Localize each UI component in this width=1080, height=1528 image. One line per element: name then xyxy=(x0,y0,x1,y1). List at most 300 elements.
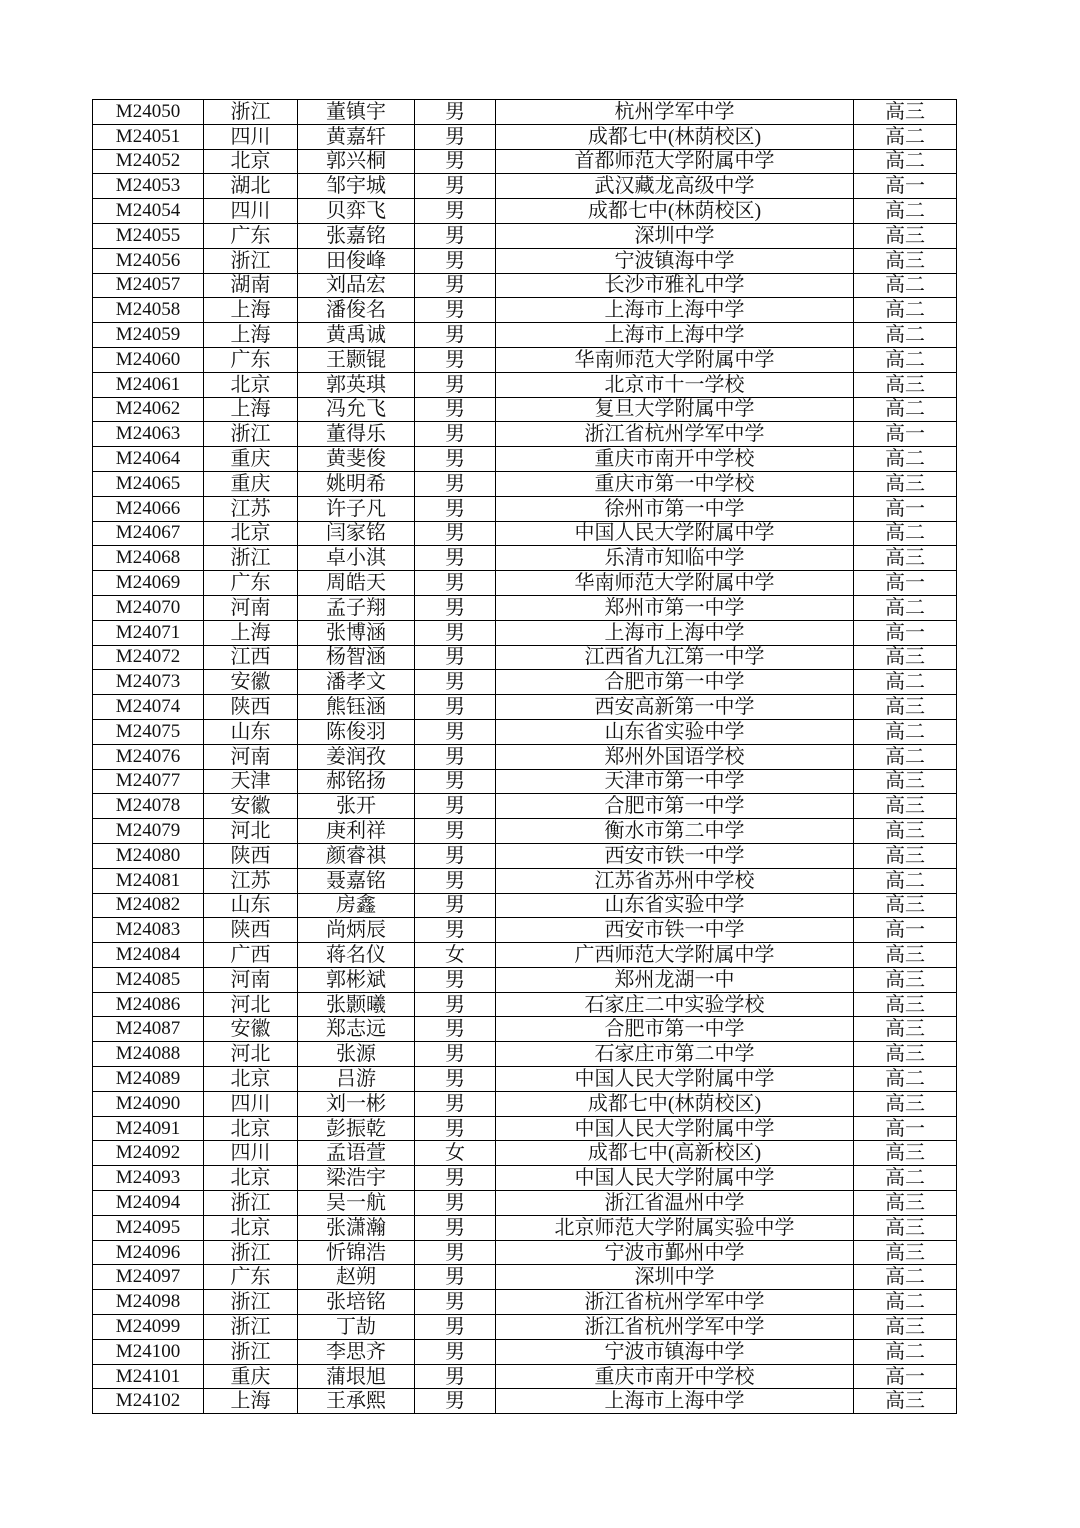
gender-cell: 男 xyxy=(415,1240,496,1265)
name-cell: 潘俊名 xyxy=(298,298,415,323)
id-cell: M24079 xyxy=(93,819,204,844)
id-cell: M24101 xyxy=(93,1364,204,1389)
id-cell: M24085 xyxy=(93,967,204,992)
table-row xyxy=(93,571,957,596)
province-cell: 浙江 xyxy=(204,546,298,571)
gender-cell: 男 xyxy=(415,670,496,695)
grade-cell: 高一 xyxy=(854,1364,957,1389)
name-cell: 郝铭扬 xyxy=(298,769,415,794)
gender-cell: 男 xyxy=(415,595,496,620)
grade-cell: 高一 xyxy=(854,620,957,645)
grade-cell: 高三 xyxy=(854,1017,957,1042)
gender-cell: 男 xyxy=(415,1364,496,1389)
province-cell: 浙江 xyxy=(204,422,298,447)
province-cell: 广东 xyxy=(204,571,298,596)
name-cell: 冯允飞 xyxy=(298,397,415,422)
table-row xyxy=(93,1240,957,1265)
name-cell: 张潇瀚 xyxy=(298,1215,415,1240)
province-cell: 重庆 xyxy=(204,447,298,472)
name-cell: 董得乐 xyxy=(298,422,415,447)
id-cell: M24056 xyxy=(93,248,204,273)
grade-cell: 高二 xyxy=(854,447,957,472)
name-cell: 陈俊羽 xyxy=(298,719,415,744)
table-row xyxy=(93,546,957,571)
grade-cell: 高二 xyxy=(854,1339,957,1364)
school-cell: 重庆市南开中学校 xyxy=(496,447,854,472)
school-cell: 中国人民大学附属中学 xyxy=(496,1116,854,1141)
school-cell: 重庆市第一中学校 xyxy=(496,471,854,496)
id-cell: M24059 xyxy=(93,323,204,348)
table-row xyxy=(93,1116,957,1141)
school-cell: 长沙市雅礼中学 xyxy=(496,273,854,298)
table-row xyxy=(93,620,957,645)
grade-cell: 高二 xyxy=(854,397,957,422)
name-cell: 熊钰涵 xyxy=(298,695,415,720)
table-row xyxy=(93,1141,957,1166)
id-cell: M24089 xyxy=(93,1067,204,1092)
id-cell: M24063 xyxy=(93,422,204,447)
province-cell: 山东 xyxy=(204,893,298,918)
province-cell: 浙江 xyxy=(204,248,298,273)
id-cell: M24050 xyxy=(93,100,204,125)
table-row xyxy=(93,1339,957,1364)
id-cell: M24072 xyxy=(93,645,204,670)
gender-cell: 男 xyxy=(415,794,496,819)
name-cell: 郭彬斌 xyxy=(298,967,415,992)
school-cell: 江苏省苏州中学校 xyxy=(496,868,854,893)
table-row xyxy=(93,124,957,149)
province-cell: 广西 xyxy=(204,943,298,968)
id-cell: M24055 xyxy=(93,223,204,248)
gender-cell: 男 xyxy=(415,744,496,769)
province-cell: 河北 xyxy=(204,819,298,844)
gender-cell: 男 xyxy=(415,571,496,596)
table-row xyxy=(93,397,957,422)
school-cell: 衡水市第二中学 xyxy=(496,819,854,844)
name-cell: 忻锦浩 xyxy=(298,1240,415,1265)
school-cell: 北京师范大学附属实验中学 xyxy=(496,1215,854,1240)
gender-cell: 男 xyxy=(415,620,496,645)
id-cell: M24074 xyxy=(93,695,204,720)
school-cell: 西安高新第一中学 xyxy=(496,695,854,720)
id-cell: M24062 xyxy=(93,397,204,422)
table-row xyxy=(93,1067,957,1092)
name-cell: 黄嘉轩 xyxy=(298,124,415,149)
name-cell: 蒲垠旭 xyxy=(298,1364,415,1389)
grade-cell: 高二 xyxy=(854,323,957,348)
gender-cell: 男 xyxy=(415,868,496,893)
province-cell: 北京 xyxy=(204,149,298,174)
roster-body xyxy=(93,100,957,1414)
table-row xyxy=(93,298,957,323)
name-cell: 杨智涵 xyxy=(298,645,415,670)
id-cell: M24071 xyxy=(93,620,204,645)
id-cell: M24066 xyxy=(93,496,204,521)
province-cell: 上海 xyxy=(204,1389,298,1414)
name-cell: 聂嘉铭 xyxy=(298,868,415,893)
province-cell: 上海 xyxy=(204,298,298,323)
gender-cell: 男 xyxy=(415,1166,496,1191)
name-cell: 贝弈飞 xyxy=(298,199,415,224)
name-cell: 丁劼 xyxy=(298,1315,415,1340)
table-row xyxy=(93,100,957,125)
gender-cell: 男 xyxy=(415,521,496,546)
id-cell: M24058 xyxy=(93,298,204,323)
id-cell: M24054 xyxy=(93,199,204,224)
gender-cell: 男 xyxy=(415,843,496,868)
grade-cell: 高一 xyxy=(854,496,957,521)
name-cell: 李思齐 xyxy=(298,1339,415,1364)
province-cell: 浙江 xyxy=(204,1315,298,1340)
province-cell: 浙江 xyxy=(204,1290,298,1315)
school-cell: 合肥市第一中学 xyxy=(496,1017,854,1042)
school-cell: 北京市十一学校 xyxy=(496,372,854,397)
school-cell: 武汉藏龙高级中学 xyxy=(496,174,854,199)
gender-cell: 男 xyxy=(415,447,496,472)
name-cell: 庚利祥 xyxy=(298,819,415,844)
gender-cell: 男 xyxy=(415,1265,496,1290)
table-row xyxy=(93,744,957,769)
table-row xyxy=(93,794,957,819)
grade-cell: 高三 xyxy=(854,943,957,968)
name-cell: 黄斐俊 xyxy=(298,447,415,472)
table-row xyxy=(93,769,957,794)
grade-cell: 高三 xyxy=(854,843,957,868)
province-cell: 安徽 xyxy=(204,794,298,819)
id-cell: M24073 xyxy=(93,670,204,695)
grade-cell: 高二 xyxy=(854,347,957,372)
gender-cell: 男 xyxy=(415,199,496,224)
grade-cell: 高三 xyxy=(854,1091,957,1116)
grade-cell: 高二 xyxy=(854,149,957,174)
school-cell: 山东省实验中学 xyxy=(496,893,854,918)
gender-cell: 男 xyxy=(415,992,496,1017)
grade-cell: 高三 xyxy=(854,546,957,571)
name-cell: 张颢曦 xyxy=(298,992,415,1017)
id-cell: M24078 xyxy=(93,794,204,819)
table-row xyxy=(93,521,957,546)
id-cell: M24053 xyxy=(93,174,204,199)
grade-cell: 高三 xyxy=(854,1389,957,1414)
table-row xyxy=(93,992,957,1017)
table-row xyxy=(93,670,957,695)
province-cell: 湖南 xyxy=(204,273,298,298)
table-row xyxy=(93,223,957,248)
gender-cell: 男 xyxy=(415,372,496,397)
grade-cell: 高二 xyxy=(854,719,957,744)
table-row xyxy=(93,1017,957,1042)
grade-cell: 高二 xyxy=(854,521,957,546)
province-cell: 陕西 xyxy=(204,695,298,720)
name-cell: 吴一航 xyxy=(298,1191,415,1216)
school-cell: 宁波市镇海中学 xyxy=(496,1339,854,1364)
school-cell: 中国人民大学附属中学 xyxy=(496,1166,854,1191)
province-cell: 四川 xyxy=(204,199,298,224)
id-cell: M24057 xyxy=(93,273,204,298)
grade-cell: 高三 xyxy=(854,992,957,1017)
province-cell: 湖北 xyxy=(204,174,298,199)
school-cell: 杭州学军中学 xyxy=(496,100,854,125)
table-row xyxy=(93,967,957,992)
id-cell: M24064 xyxy=(93,447,204,472)
table-row xyxy=(93,595,957,620)
id-cell: M24052 xyxy=(93,149,204,174)
province-cell: 上海 xyxy=(204,323,298,348)
grade-cell: 高二 xyxy=(854,298,957,323)
school-cell: 西安市铁一中学 xyxy=(496,918,854,943)
school-cell: 深圳中学 xyxy=(496,1265,854,1290)
id-cell: M24088 xyxy=(93,1042,204,1067)
gender-cell: 男 xyxy=(415,422,496,447)
id-cell: M24077 xyxy=(93,769,204,794)
grade-cell: 高一 xyxy=(854,571,957,596)
province-cell: 安徽 xyxy=(204,1017,298,1042)
gender-cell: 男 xyxy=(415,100,496,125)
name-cell: 刘品宏 xyxy=(298,273,415,298)
province-cell: 北京 xyxy=(204,521,298,546)
name-cell: 张博涵 xyxy=(298,620,415,645)
grade-cell: 高三 xyxy=(854,769,957,794)
gender-cell: 男 xyxy=(415,1315,496,1340)
province-cell: 天津 xyxy=(204,769,298,794)
gender-cell: 男 xyxy=(415,397,496,422)
table-row xyxy=(93,1215,957,1240)
province-cell: 河南 xyxy=(204,595,298,620)
name-cell: 姜润孜 xyxy=(298,744,415,769)
name-cell: 张培铭 xyxy=(298,1290,415,1315)
name-cell: 梁浩宇 xyxy=(298,1166,415,1191)
id-cell: M24070 xyxy=(93,595,204,620)
name-cell: 闫家铭 xyxy=(298,521,415,546)
table-row xyxy=(93,819,957,844)
name-cell: 张嘉铭 xyxy=(298,223,415,248)
school-cell: 石家庄市第二中学 xyxy=(496,1042,854,1067)
province-cell: 重庆 xyxy=(204,1364,298,1389)
school-cell: 石家庄二中实验学校 xyxy=(496,992,854,1017)
id-cell: M24102 xyxy=(93,1389,204,1414)
school-cell: 上海市上海中学 xyxy=(496,1389,854,1414)
gender-cell: 男 xyxy=(415,298,496,323)
name-cell: 郭兴桐 xyxy=(298,149,415,174)
grade-cell: 高一 xyxy=(854,422,957,447)
table-row xyxy=(93,1191,957,1216)
grade-cell: 高三 xyxy=(854,1315,957,1340)
province-cell: 浙江 xyxy=(204,1240,298,1265)
id-cell: M24094 xyxy=(93,1191,204,1216)
name-cell: 孟语萱 xyxy=(298,1141,415,1166)
grade-cell: 高三 xyxy=(854,1042,957,1067)
grade-cell: 高三 xyxy=(854,471,957,496)
name-cell: 董镇宇 xyxy=(298,100,415,125)
id-cell: M24091 xyxy=(93,1116,204,1141)
province-cell: 江苏 xyxy=(204,496,298,521)
grade-cell: 高二 xyxy=(854,670,957,695)
grade-cell: 高一 xyxy=(854,174,957,199)
table-row xyxy=(93,1389,957,1414)
gender-cell: 男 xyxy=(415,496,496,521)
grade-cell: 高三 xyxy=(854,695,957,720)
name-cell: 颜睿祺 xyxy=(298,843,415,868)
school-cell: 中国人民大学附属中学 xyxy=(496,1067,854,1092)
school-cell: 成都七中(林荫校区) xyxy=(496,1091,854,1116)
table-row xyxy=(93,199,957,224)
id-cell: M24069 xyxy=(93,571,204,596)
id-cell: M24083 xyxy=(93,918,204,943)
table-row xyxy=(93,471,957,496)
province-cell: 北京 xyxy=(204,1116,298,1141)
grade-cell: 高三 xyxy=(854,1191,957,1216)
table-row xyxy=(93,273,957,298)
province-cell: 广东 xyxy=(204,347,298,372)
gender-cell: 男 xyxy=(415,248,496,273)
id-cell: M24075 xyxy=(93,719,204,744)
grade-cell: 高三 xyxy=(854,248,957,273)
name-cell: 潘孝文 xyxy=(298,670,415,695)
name-cell: 张源 xyxy=(298,1042,415,1067)
province-cell: 河南 xyxy=(204,744,298,769)
grade-cell: 高二 xyxy=(854,868,957,893)
table-row xyxy=(93,149,957,174)
grade-cell: 高三 xyxy=(854,223,957,248)
province-cell: 河南 xyxy=(204,967,298,992)
table-row xyxy=(93,893,957,918)
gender-cell: 男 xyxy=(415,1116,496,1141)
name-cell: 郑志远 xyxy=(298,1017,415,1042)
province-cell: 河北 xyxy=(204,1042,298,1067)
grade-cell: 高三 xyxy=(854,100,957,125)
table-row xyxy=(93,645,957,670)
school-cell: 浙江省温州中学 xyxy=(496,1191,854,1216)
school-cell: 成都七中(高新校区) xyxy=(496,1141,854,1166)
province-cell: 浙江 xyxy=(204,1191,298,1216)
id-cell: M24080 xyxy=(93,843,204,868)
table-row xyxy=(93,1315,957,1340)
name-cell: 蒋名仪 xyxy=(298,943,415,968)
province-cell: 北京 xyxy=(204,372,298,397)
province-cell: 浙江 xyxy=(204,100,298,125)
grade-cell: 高三 xyxy=(854,372,957,397)
name-cell: 田俊峰 xyxy=(298,248,415,273)
name-cell: 张开 xyxy=(298,794,415,819)
grade-cell: 高二 xyxy=(854,595,957,620)
table-row xyxy=(93,248,957,273)
gender-cell: 男 xyxy=(415,1290,496,1315)
gender-cell: 男 xyxy=(415,819,496,844)
school-cell: 浙江省杭州学军中学 xyxy=(496,1315,854,1340)
table-row xyxy=(93,1290,957,1315)
table-row xyxy=(93,719,957,744)
grade-cell: 高三 xyxy=(854,819,957,844)
school-cell: 浙江省杭州学军中学 xyxy=(496,1290,854,1315)
name-cell: 许子凡 xyxy=(298,496,415,521)
gender-cell: 男 xyxy=(415,347,496,372)
name-cell: 姚明希 xyxy=(298,471,415,496)
table-row xyxy=(93,1265,957,1290)
province-cell: 广东 xyxy=(204,223,298,248)
id-cell: M24090 xyxy=(93,1091,204,1116)
table-row xyxy=(93,347,957,372)
grade-cell: 高一 xyxy=(854,918,957,943)
table-row xyxy=(93,1091,957,1116)
name-cell: 黄禹诚 xyxy=(298,323,415,348)
id-cell: M24082 xyxy=(93,893,204,918)
gender-cell: 男 xyxy=(415,918,496,943)
school-cell: 浙江省杭州学军中学 xyxy=(496,422,854,447)
province-cell: 浙江 xyxy=(204,1339,298,1364)
table-row xyxy=(93,323,957,348)
grade-cell: 高二 xyxy=(854,1290,957,1315)
school-cell: 合肥市第一中学 xyxy=(496,670,854,695)
grade-cell: 高三 xyxy=(854,1240,957,1265)
grade-cell: 高二 xyxy=(854,1166,957,1191)
province-cell: 山东 xyxy=(204,719,298,744)
school-cell: 复旦大学附属中学 xyxy=(496,397,854,422)
province-cell: 陕西 xyxy=(204,918,298,943)
id-cell: M24081 xyxy=(93,868,204,893)
id-cell: M24096 xyxy=(93,1240,204,1265)
table-row xyxy=(93,496,957,521)
school-cell: 宁波镇海中学 xyxy=(496,248,854,273)
grade-cell: 高二 xyxy=(854,124,957,149)
gender-cell: 女 xyxy=(415,1141,496,1166)
grade-cell: 高一 xyxy=(854,1116,957,1141)
school-cell: 郑州市第一中学 xyxy=(496,595,854,620)
school-cell: 宁波市鄞州中学 xyxy=(496,1240,854,1265)
name-cell: 尚炳辰 xyxy=(298,918,415,943)
gender-cell: 男 xyxy=(415,967,496,992)
name-cell: 彭振乾 xyxy=(298,1116,415,1141)
id-cell: M24084 xyxy=(93,943,204,968)
id-cell: M24095 xyxy=(93,1215,204,1240)
gender-cell: 男 xyxy=(415,1091,496,1116)
table-row xyxy=(93,868,957,893)
name-cell: 周皓天 xyxy=(298,571,415,596)
grade-cell: 高三 xyxy=(854,967,957,992)
table-row xyxy=(93,174,957,199)
name-cell: 吕游 xyxy=(298,1067,415,1092)
roster-table xyxy=(92,99,957,1414)
school-cell: 合肥市第一中学 xyxy=(496,794,854,819)
province-cell: 北京 xyxy=(204,1067,298,1092)
gender-cell: 男 xyxy=(415,124,496,149)
school-cell: 上海市上海中学 xyxy=(496,323,854,348)
table-row xyxy=(93,1166,957,1191)
gender-cell: 男 xyxy=(415,471,496,496)
id-cell: M24087 xyxy=(93,1017,204,1042)
gender-cell: 女 xyxy=(415,943,496,968)
gender-cell: 男 xyxy=(415,1042,496,1067)
id-cell: M24051 xyxy=(93,124,204,149)
grade-cell: 高三 xyxy=(854,1141,957,1166)
name-cell: 王承熙 xyxy=(298,1389,415,1414)
province-cell: 北京 xyxy=(204,1166,298,1191)
table-row xyxy=(93,447,957,472)
school-cell: 郑州龙湖一中 xyxy=(496,967,854,992)
name-cell: 赵朔 xyxy=(298,1265,415,1290)
school-cell: 山东省实验中学 xyxy=(496,719,854,744)
grade-cell: 高二 xyxy=(854,273,957,298)
id-cell: M24076 xyxy=(93,744,204,769)
id-cell: M24097 xyxy=(93,1265,204,1290)
gender-cell: 男 xyxy=(415,323,496,348)
gender-cell: 男 xyxy=(415,546,496,571)
id-cell: M24061 xyxy=(93,372,204,397)
school-cell: 重庆市南开中学校 xyxy=(496,1364,854,1389)
province-cell: 安徽 xyxy=(204,670,298,695)
school-cell: 江西省九江第一中学 xyxy=(496,645,854,670)
grade-cell: 高三 xyxy=(854,645,957,670)
grade-cell: 高二 xyxy=(854,199,957,224)
